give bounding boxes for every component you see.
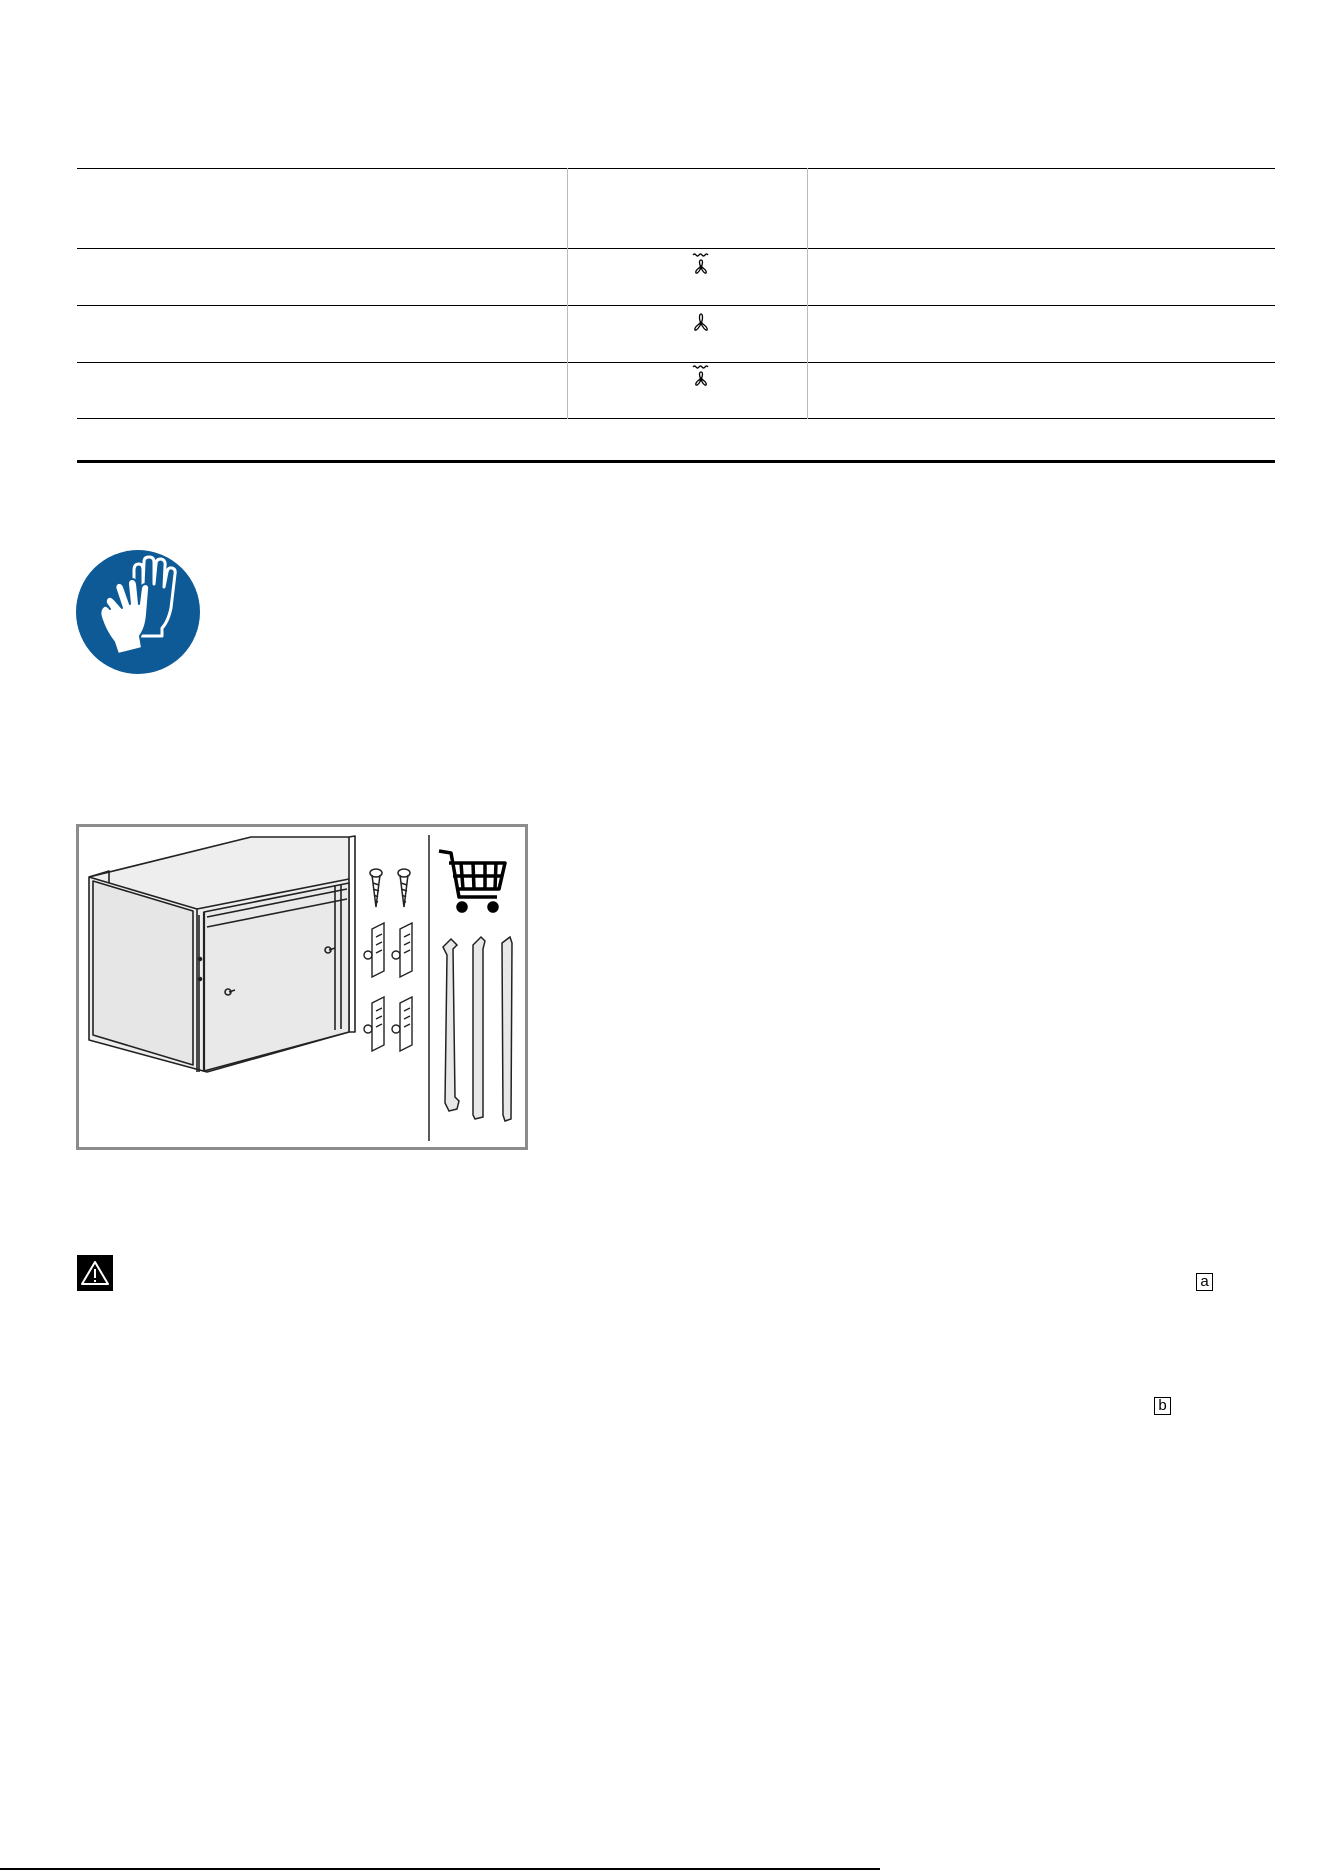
scope-of-delivery-figure (76, 824, 528, 1150)
shopping-cart-icon (439, 851, 505, 911)
warning-triangle-icon (77, 1255, 113, 1291)
fan-icon (690, 308, 712, 334)
handles-illustration (443, 937, 512, 1121)
screws-illustration (370, 869, 410, 907)
steam-fan-icon (690, 364, 712, 390)
table-header-rule (77, 248, 1275, 249)
table-bottom-rule (77, 460, 1275, 463)
callout-a: a (1196, 1273, 1213, 1291)
callout-b: b (1154, 1397, 1171, 1415)
footer-rule (0, 1868, 880, 1870)
appliance-illustration (79, 827, 525, 1147)
table-column-divider (807, 168, 808, 419)
protective-gloves-icon (76, 550, 200, 674)
steam-fan-icon (690, 252, 712, 278)
mounting-brackets-illustration (364, 923, 412, 1051)
table-row-rule (77, 418, 1275, 419)
table-column-divider (567, 168, 568, 419)
table-row-rule (77, 362, 1275, 363)
table-row-rule (77, 305, 1275, 306)
table-top-rule (77, 168, 1275, 169)
